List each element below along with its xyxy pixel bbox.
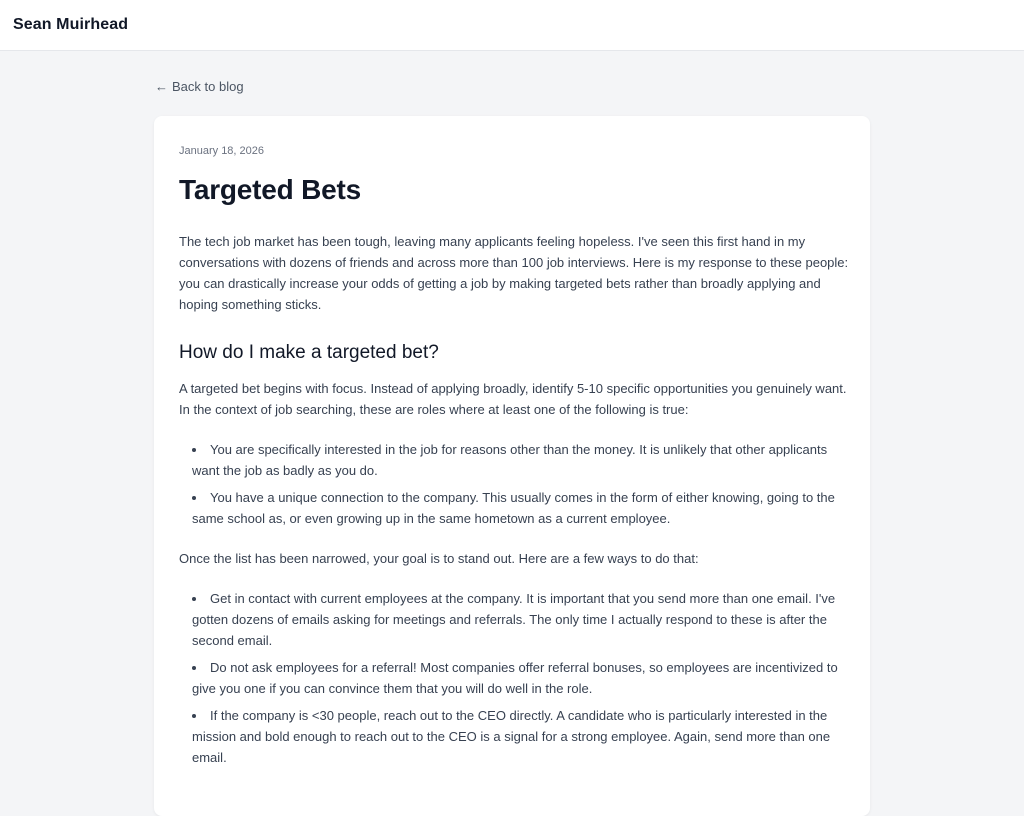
list-item-text: If the company is <30 people, reach out to the CEO directly. A candidate who is particularly interested in the mission and bold enough to reach out to the CEO is a signal for a strong employee. Again, send more than one email. (192, 708, 831, 765)
criteria-list (179, 439, 849, 535)
post-title: Targeted Bets (179, 174, 362, 205)
bullet-dot-icon (192, 496, 196, 500)
list-item (179, 588, 849, 651)
list-item (179, 487, 849, 529)
list-item-text: Do not ask employees for a referral! Most companies offer referral bonuses, so employees are incentivized to give you one if you can convince them that you will do well in the role. (192, 660, 838, 696)
bullet-dot-icon (192, 597, 196, 601)
back-to-blog-link[interactable] (155, 79, 244, 94)
bullet-dot-icon (192, 448, 196, 452)
list-item (179, 657, 849, 699)
list-item (179, 705, 849, 768)
bullet-dot-icon (192, 714, 196, 718)
back-to-blog-label: Back to blog (172, 79, 244, 94)
section-heading: How do I make a targeted bet? (179, 342, 439, 363)
list-item-text: Get in contact with current employees at the company. It is important that you send more than one email. I've gotten dozens of emails asking for meetings and referrals. The only time I actually respond to these is after the second email. (192, 591, 836, 648)
list-item-text: You are specifically interested in the job for reasons other than the money. It is unlikely that other applicants want the job as badly as you do. (192, 442, 828, 478)
site-title-link[interactable]: Sean Muirhead (13, 16, 129, 33)
arrow-left-icon: ← (155, 79, 168, 94)
post-date: January 18, 2026 (179, 145, 265, 157)
section-paragraph: A targeted bet begins with focus. Instead of applying broadly, identify 5-10 specific opportunities you genuinely want. In the context of job searching, these are roles where at least one of the following is true: (179, 381, 847, 417)
post-card (154, 116, 870, 816)
list-item (179, 439, 849, 481)
list-item-text: You have a unique connection to the company. This usually comes in the form of either knowing, going to the same school as, or even growing up in the same hometown as a current employee. (192, 490, 835, 526)
top-nav-bar (0, 0, 1024, 51)
standout-paragraph: Once the list has been narrowed, your goal is to stand out. Here are a few ways to do that: (179, 551, 699, 566)
tips-list (179, 588, 849, 774)
intro-paragraph: The tech job market has been tough, leaving many applicants feeling hopeless. I've seen this first hand in my conversations with dozens of friends and across more than 100 job interviews. Here is my response to these people: you can drastically increase your odds of getting a job by making targeted bets rather than broadly applying and hoping something sticks. (179, 234, 849, 312)
bullet-dot-icon (192, 666, 196, 670)
